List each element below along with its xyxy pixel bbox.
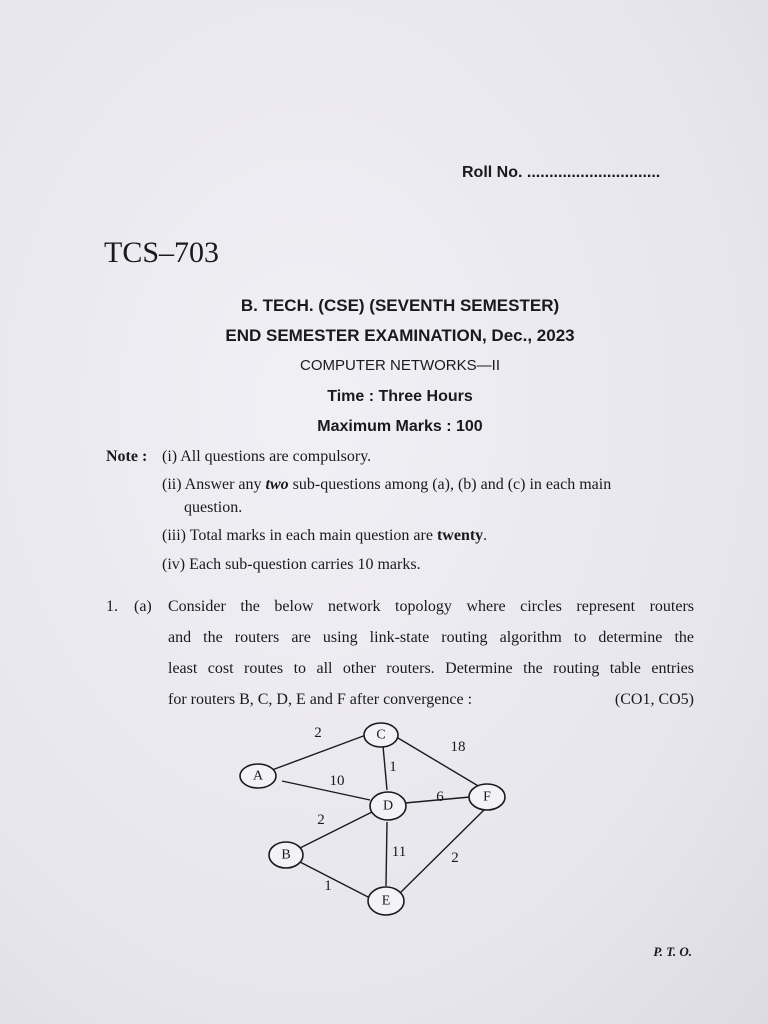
edge-d-e	[386, 822, 387, 886]
cost-d-e: 11	[391, 844, 407, 860]
edge-b-d	[300, 812, 372, 848]
cost-a-d: 10	[329, 773, 345, 789]
cost-a-c: 2	[314, 725, 322, 741]
edge-c-d	[383, 746, 387, 790]
node-label-b: B	[281, 847, 291, 863]
cost-d-f: 6	[436, 789, 444, 805]
note-item-1: (i) All questions are compulsory.	[162, 448, 372, 465]
edge-b-e	[300, 862, 370, 898]
cost-b-d: 2	[317, 812, 325, 828]
edge-a-d	[282, 781, 370, 800]
exam-duration: Time : Three Hours	[327, 388, 473, 405]
roll-number-field: Roll No. ..............................	[462, 164, 661, 181]
subject-title: COMPUTER NETWORKS—II	[299, 357, 500, 374]
question-number: 1.	[106, 598, 118, 615]
node-label-c: C	[376, 727, 386, 743]
exam-title: END SEMESTER EXAMINATION, Dec., 2023	[225, 326, 575, 345]
node-label-d: D	[382, 798, 394, 814]
note-item-2: (ii) Answer any two sub-questions among (a), (b) and (c) in each main	[162, 476, 612, 493]
degree-title: B. TECH. (CSE) (SEVENTH SEMESTER)	[240, 296, 560, 315]
network-topology-diagram	[230, 718, 520, 918]
question-line-2: and the routers are using link-state routing algorithm to determine the	[168, 629, 694, 646]
cost-b-e: 1	[324, 878, 332, 894]
question-part: (a)	[134, 598, 152, 615]
note-label: Note :	[106, 448, 148, 465]
cost-e-f: 2	[451, 850, 459, 866]
node-label-a: A	[252, 768, 264, 784]
node-label-f: F	[483, 789, 491, 805]
note-item-3: (iii) Total marks in each main question are twenty.	[162, 527, 488, 544]
cost-c-f: 18	[450, 739, 466, 755]
edge-e-f	[400, 809, 485, 893]
paper-code: TCS–703	[104, 236, 220, 269]
course-outcomes: (CO1, CO5)	[614, 691, 694, 708]
edge-c-f	[398, 738, 480, 787]
question-line-4: for routers B, C, D, E and F after convergence :	[168, 691, 473, 708]
note-item-4: (iv) Each sub-question carries 10 marks.	[162, 556, 421, 573]
question-line-1: Consider the below network topology where circles represent routers	[168, 598, 694, 615]
cost-c-d: 1	[389, 759, 397, 775]
maximum-marks: Maximum Marks : 100	[317, 418, 483, 435]
question-line-3: least cost routes to all other routers. Determine the routing table entries	[168, 660, 694, 677]
note-item-2-continued: question.	[184, 499, 243, 516]
please-turn-over: P. T. O.	[653, 944, 692, 959]
node-label-e: E	[381, 893, 391, 909]
